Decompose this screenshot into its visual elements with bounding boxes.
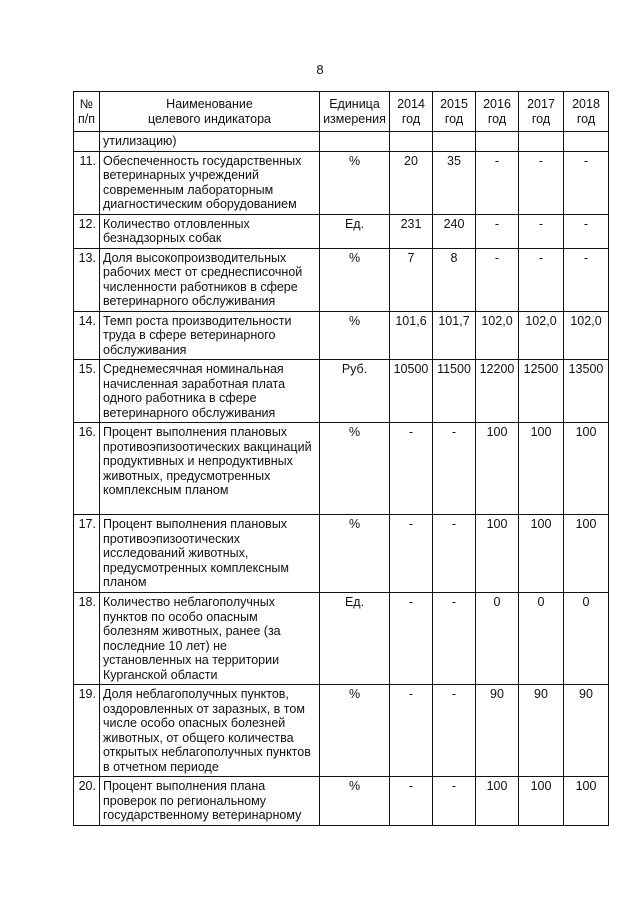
header-year-label: 2014 год: [397, 97, 425, 126]
header-row: [74, 92, 609, 132]
year-value-2015: -: [433, 515, 476, 593]
header-num: [74, 92, 100, 132]
header-year-label: 2016 год: [483, 97, 511, 126]
header-year-2018: [564, 92, 609, 132]
header-year-2014: [390, 92, 433, 132]
year-value-2018: 102,0: [564, 311, 609, 360]
row-number: 12.: [74, 214, 100, 248]
year-value-2014: 101,6: [390, 311, 433, 360]
page-number: 8: [316, 62, 324, 77]
year-value-2016: -: [476, 214, 519, 248]
header-year-label: 2018 год: [572, 97, 600, 126]
unit-of-measure: %: [320, 685, 390, 777]
indicators-table: [73, 91, 609, 826]
header-name: [100, 92, 320, 132]
indicator-name: Процент выполнения плановых противоэпизоотических вакцинаций продуктивных и непродуктивных животных, предусмотренных комплексным планом: [100, 423, 320, 515]
indicator-name: Темп роста производительности труда в сфере ветеринарного обслуживания: [100, 311, 320, 360]
year-value-2017: 100: [519, 423, 564, 515]
year-value-2016: 0: [476, 593, 519, 685]
year-value-2018: 100: [564, 515, 609, 593]
indicator-name: Процент выполнения плановых противоэпизоотических исследований животных, предусмотренных комплексным планом: [100, 515, 320, 593]
year-value-2014: -: [390, 423, 433, 515]
row-number: 15.: [74, 360, 100, 423]
header-unit-label: Единица измерения: [323, 97, 386, 126]
year-value-2015: -: [433, 423, 476, 515]
indicator-name: Среднемесячная номинальная начисленная заработная плата одного работника в сфере ветеринарного обслуживания: [100, 360, 320, 423]
unit-of-measure: %: [320, 151, 390, 214]
year-value-2017: 100: [519, 777, 564, 826]
year-value-2017: -: [519, 248, 564, 311]
year-value-2017: 102,0: [519, 311, 564, 360]
empty-cell: [476, 132, 519, 152]
row-number: 20.: [74, 777, 100, 826]
row-number: 13.: [74, 248, 100, 311]
unit-of-measure: %: [320, 515, 390, 593]
empty-cell: [564, 132, 609, 152]
year-value-2017: 12500: [519, 360, 564, 423]
table-row: [74, 593, 609, 685]
unit-of-measure: Ед.: [320, 593, 390, 685]
unit-of-measure: %: [320, 777, 390, 826]
table-row: [74, 151, 609, 214]
year-value-2018: 100: [564, 423, 609, 515]
unit-of-measure: %: [320, 248, 390, 311]
year-value-2015: 35: [433, 151, 476, 214]
header-year-2015: [433, 92, 476, 132]
year-value-2015: 240: [433, 214, 476, 248]
year-value-2017: -: [519, 214, 564, 248]
year-value-2014: 20: [390, 151, 433, 214]
year-value-2018: -: [564, 248, 609, 311]
year-value-2015: -: [433, 777, 476, 826]
unit-of-measure: %: [320, 311, 390, 360]
unit-of-measure: Ед.: [320, 214, 390, 248]
row-number: 17.: [74, 515, 100, 593]
year-value-2017: 90: [519, 685, 564, 777]
year-value-2017: -: [519, 151, 564, 214]
year-value-2015: -: [433, 685, 476, 777]
year-value-2018: 90: [564, 685, 609, 777]
year-value-2016: 90: [476, 685, 519, 777]
header-year-2016: [476, 92, 519, 132]
table-row: [74, 214, 609, 248]
year-value-2016: 100: [476, 777, 519, 826]
year-value-2014: 10500: [390, 360, 433, 423]
row-number: 18.: [74, 593, 100, 685]
row-number: 11.: [74, 151, 100, 214]
indicator-name: Обеспеченность государственных ветеринарных учреждений современным лабораторным диагностическим оборудованием: [100, 151, 320, 214]
header-unit: [320, 92, 390, 132]
empty-cell: [390, 132, 433, 152]
year-value-2016: 100: [476, 515, 519, 593]
year-value-2017: 100: [519, 515, 564, 593]
year-value-2015: -: [433, 593, 476, 685]
header-year-2017: [519, 92, 564, 132]
unit-of-measure: %: [320, 423, 390, 515]
header-num-label: № п/п: [77, 97, 95, 126]
year-value-2014: -: [390, 685, 433, 777]
continuation-row: [74, 132, 609, 152]
year-value-2014: -: [390, 777, 433, 826]
year-value-2015: 11500: [433, 360, 476, 423]
table-row: [74, 685, 609, 777]
year-value-2016: 102,0: [476, 311, 519, 360]
year-value-2015: 101,7: [433, 311, 476, 360]
year-value-2018: -: [564, 151, 609, 214]
row-number: 14.: [74, 311, 100, 360]
indicator-name: Доля неблагополучных пунктов, оздоровленных от заразных, в том числе особо опасных болезней животных, от общего количества открытых неблагополучных пунктов в отчетном периоде: [100, 685, 320, 777]
continuation-text: утилизацию): [100, 132, 320, 152]
year-value-2018: 13500: [564, 360, 609, 423]
year-value-2017: 0: [519, 593, 564, 685]
year-value-2016: 100: [476, 423, 519, 515]
table-row: [74, 515, 609, 593]
empty-cell: [519, 132, 564, 152]
year-value-2018: -: [564, 214, 609, 248]
table-row: [74, 360, 609, 423]
empty-cell: [433, 132, 476, 152]
continuation-num: [74, 132, 100, 152]
year-value-2016: -: [476, 248, 519, 311]
indicator-name: Количество неблагополучных пунктов по особо опасным болезням животных, ранее (за последние 10 лет) не установленных на территории Курганской области: [100, 593, 320, 685]
table-row: [74, 248, 609, 311]
table-row: [74, 423, 609, 515]
table-row: [74, 777, 609, 826]
table-row: [74, 311, 609, 360]
empty-cell: [320, 132, 390, 152]
header-name-label: Наименование целевого индикатора: [148, 97, 271, 126]
year-value-2014: 7: [390, 248, 433, 311]
year-value-2016: -: [476, 151, 519, 214]
indicator-name: Процент выполнения плана проверок по региональному государственному ветеринарному: [100, 777, 320, 826]
header-year-label: 2015 год: [440, 97, 468, 126]
year-value-2018: 0: [564, 593, 609, 685]
year-value-2015: 8: [433, 248, 476, 311]
unit-of-measure: Руб.: [320, 360, 390, 423]
year-value-2018: 100: [564, 777, 609, 826]
row-number: 16.: [74, 423, 100, 515]
year-value-2016: 12200: [476, 360, 519, 423]
indicator-name: Количество отловленных безнадзорных собак: [100, 214, 320, 248]
year-value-2014: 231: [390, 214, 433, 248]
row-number: 19.: [74, 685, 100, 777]
year-value-2014: -: [390, 593, 433, 685]
indicator-name: Доля высокопроизводительных рабочих мест от среднесписочной численности работников в сфере ветеринарного обслуживания: [100, 248, 320, 311]
header-year-label: 2017 год: [527, 97, 555, 126]
year-value-2014: -: [390, 515, 433, 593]
